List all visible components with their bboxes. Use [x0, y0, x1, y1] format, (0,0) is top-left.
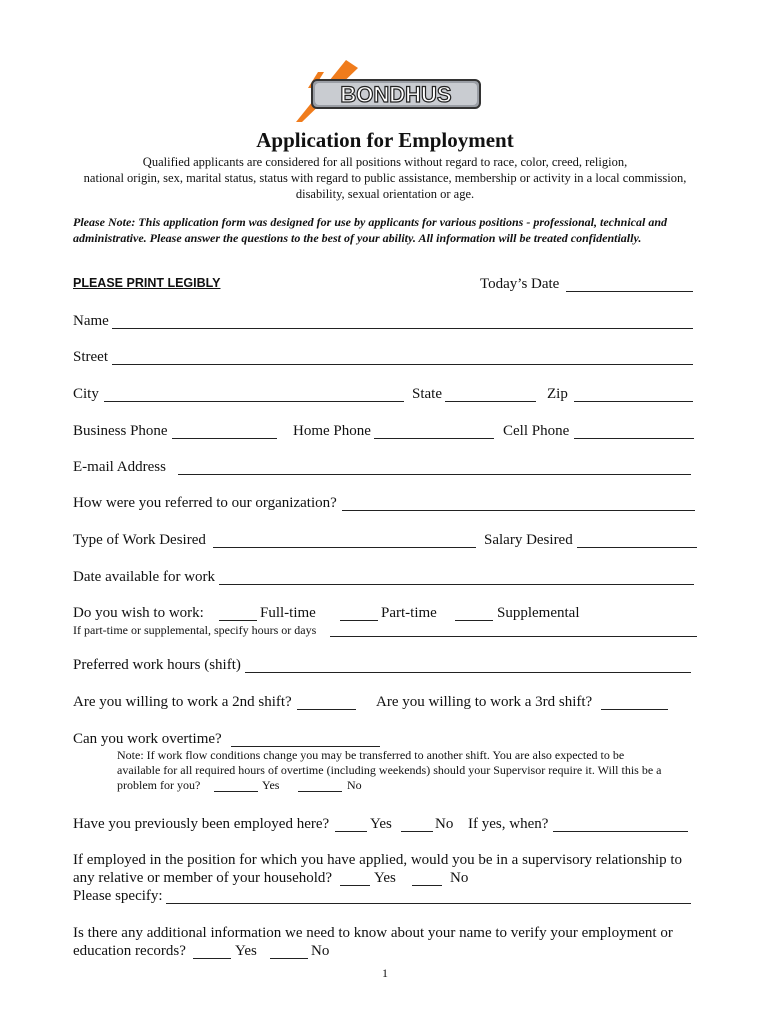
- bondhus-logo: [288, 58, 488, 131]
- please-specify-field[interactable]: [166, 903, 691, 904]
- second-shift-label: Are you willing to work a 2nd shift?: [73, 694, 292, 710]
- relative-question-line-2: any relative or member of your household?: [73, 870, 333, 886]
- please-note: Please Note: This application form was designed for use by applicants for various positions - professional, technical and administrative. Please answer the questions to the best of your ability. All information will be treated confidentially.: [73, 215, 668, 245]
- full-time-label: Full-time: [260, 605, 316, 621]
- todays-date-field[interactable]: [566, 291, 693, 292]
- full-time-blank[interactable]: [219, 620, 257, 621]
- previously-employed-no-blank[interactable]: [401, 831, 433, 832]
- relative-no-blank[interactable]: [412, 885, 442, 886]
- third-shift-field[interactable]: [601, 709, 668, 710]
- if-yes-when-label: If yes, when?: [468, 816, 549, 832]
- relative-yes-blank[interactable]: [340, 885, 370, 886]
- overtime-label: Can you work overtime?: [73, 731, 222, 747]
- intro-line-1: Qualified applicants are considered for all positions without regard to race, color, creed, religion,: [142, 155, 628, 169]
- overtime-problem-no-blank[interactable]: [298, 791, 342, 792]
- email-field[interactable]: [178, 474, 691, 475]
- supplemental-blank[interactable]: [455, 620, 493, 621]
- additional-yes-blank[interactable]: [193, 958, 231, 959]
- salary-field[interactable]: [577, 547, 697, 548]
- page-title: Application for Employment: [256, 128, 514, 152]
- preferred-hours-field[interactable]: [245, 672, 691, 673]
- name-field[interactable]: [112, 328, 693, 329]
- logo-text: BONDHUS: [340, 82, 452, 107]
- business-phone-field[interactable]: [172, 438, 277, 439]
- state-field[interactable]: [445, 401, 536, 402]
- work-type-field[interactable]: [213, 547, 476, 548]
- supplemental-label: Supplemental: [497, 605, 580, 621]
- zip-field[interactable]: [574, 401, 693, 402]
- city-field[interactable]: [104, 401, 404, 402]
- part-time-blank[interactable]: [340, 620, 378, 621]
- if-yes-when-field[interactable]: [553, 831, 688, 832]
- cell-phone-field[interactable]: [574, 438, 694, 439]
- home-phone-label: Home Phone: [293, 423, 371, 439]
- salary-label: Salary Desired: [484, 532, 573, 548]
- date-available-field[interactable]: [219, 584, 694, 585]
- referred-label: How were you referred to our organization?: [73, 495, 337, 511]
- home-phone-field[interactable]: [374, 438, 494, 439]
- preferred-hours-label: Preferred work hours (shift): [73, 657, 241, 673]
- date-available-label: Date available for work: [73, 569, 216, 585]
- previously-employed-label: Have you previously been employed here?: [73, 816, 330, 832]
- page-number: 1: [382, 966, 388, 980]
- additional-no-blank[interactable]: [270, 958, 308, 959]
- street-field[interactable]: [112, 364, 693, 365]
- third-shift-label: Are you willing to work a 3rd shift?: [376, 694, 593, 710]
- zip-label: Zip: [547, 386, 568, 402]
- city-label: City: [73, 386, 99, 402]
- intro-line-3: disability, sexual orientation or age.: [295, 187, 475, 201]
- print-legibly-heading: PLEASE PRINT LEGIBLY: [73, 276, 221, 290]
- overtime-problem-yes-blank[interactable]: [214, 791, 258, 792]
- overtime-field[interactable]: [231, 746, 380, 747]
- additional-no-label: No: [311, 943, 330, 959]
- cell-phone-label: Cell Phone: [503, 423, 570, 439]
- previously-employed-no-label: No: [435, 816, 454, 832]
- specify-hours-field[interactable]: [330, 636, 697, 637]
- please-specify-label: Please specify:: [73, 888, 163, 904]
- second-shift-field[interactable]: [297, 709, 356, 710]
- wish-to-work-label: Do you wish to work:: [73, 605, 204, 621]
- work-type-label: Type of Work Desired: [73, 532, 206, 548]
- street-label: Street: [73, 349, 108, 365]
- previously-employed-yes-blank[interactable]: [335, 831, 367, 832]
- relative-yes-label: Yes: [374, 870, 396, 886]
- overtime-note-line-3: problem for you?: [117, 778, 201, 792]
- additional-question-line-1: Is there any additional information we need to know about your name to verify your employment or: [73, 925, 673, 941]
- previously-employed-yes-label: Yes: [370, 816, 392, 832]
- additional-question-line-2: education records?: [73, 943, 186, 959]
- intro-line-2: national origin, sex, marital status, status with regard to public assistance, membership or activity in a local commission,: [83, 171, 687, 185]
- referred-field[interactable]: [342, 510, 695, 511]
- part-time-label: Part-time: [381, 605, 437, 621]
- overtime-problem-yes-label: Yes: [262, 778, 280, 792]
- todays-date-label: Today’s Date: [480, 276, 560, 292]
- relative-no-label: No: [450, 870, 469, 886]
- specify-hours-label: If part-time or supplemental, specify hours or days: [73, 623, 317, 637]
- additional-yes-label: Yes: [235, 943, 257, 959]
- overtime-note-line-1: Note: If work flow conditions change you may be transferred to another shift. You are also expected to be: [117, 748, 625, 762]
- relative-question-line-1: If employed in the position for which you have applied, would you be in a supervisory relationship to: [73, 852, 683, 868]
- overtime-problem-no-label: No: [347, 778, 362, 792]
- overtime-note-line-2: available for all required hours of overtime (including weekends) should your Supervisor require it. Will this be a: [117, 763, 662, 777]
- business-phone-label: Business Phone: [73, 423, 168, 439]
- state-label: State: [412, 386, 442, 402]
- email-label: E-mail Address: [73, 459, 166, 475]
- name-label: Name: [73, 313, 109, 329]
